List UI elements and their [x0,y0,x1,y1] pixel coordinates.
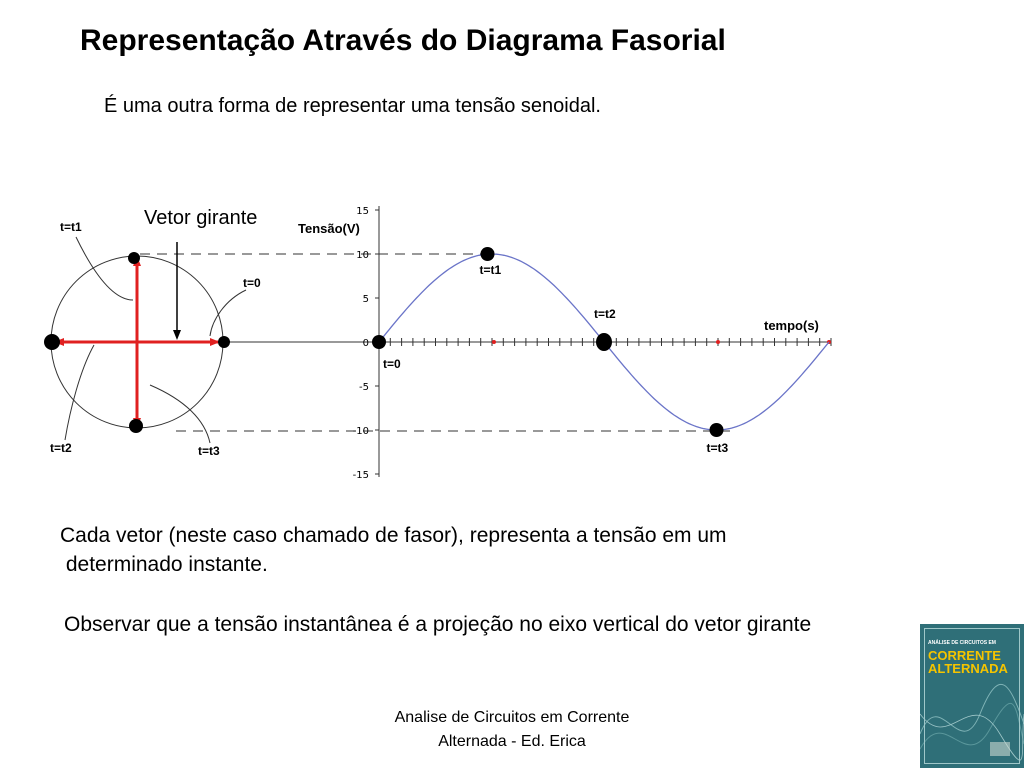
y-tick-label: 15 [356,206,369,217]
book-cover-image [920,624,1024,768]
leader-t0 [210,290,246,336]
x-tick-red-dot [716,340,720,344]
rotating-vector-label: Vetor girante [144,207,258,229]
slide-subtitle: É uma outra forma de representar uma tensão senoidal. [104,95,601,117]
leader-t2 [65,345,94,440]
book-cover-title [928,649,1020,675]
marker-dot-2 [481,247,495,261]
footer-line-1: Analise de Circuitos em Corrente [394,709,630,726]
phasor-label-t1: t=t1 [60,220,82,234]
marker-label: t=t1 [479,263,502,277]
y-tick-label: -5 [359,382,369,393]
leader-t1 [76,237,133,300]
marker-dot-4 [710,423,724,437]
y-tick-label: -10 [352,426,369,437]
phasor-label-t3: t=t3 [198,444,220,458]
book-cover-title-line-1: CORRENTE [928,648,1001,663]
slide-title: Representação Através do Diagrama Fasorial [80,24,726,57]
rotating-vector-pointer-head [173,330,181,340]
y-tick-label: 5 [362,294,369,305]
footer-source [352,706,672,754]
phasor-dot-top [128,252,140,264]
marker-label: t=t2 [594,307,616,321]
y-tick-label: 0 [362,338,369,349]
voltage-chart [298,206,831,481]
x-tick-red-dot [492,340,496,344]
footer-line-2: Alternada - Ed. Erica [438,733,586,750]
phasor-dot-left [44,334,60,350]
chart-xlabel: tempo(s) [764,318,819,333]
phasor-dot-bottom [129,419,143,433]
marker-dot-3 [596,333,612,351]
leader-t3 [150,385,210,443]
paragraph-phasor-explanation: Cada vetor (neste caso chamado de fasor), representa a tensão em um determinado instante. [60,524,727,576]
marker-label: t=0 [383,357,401,371]
phasor-dot-right [218,336,230,348]
chart-ylabel: Tensão(V) [298,221,360,236]
marker-dot-1 [372,335,386,349]
y-tick-label: -15 [352,470,369,481]
marker-label: t=t3 [706,441,729,455]
book-cover-title-line-2: ALTERNADA [928,661,1008,676]
book-cover-subtitle: ANÁLISE DE CIRCUITOS EM [928,640,996,646]
y-tick-label: 10 [356,250,369,261]
phasor-label-t2: t=t2 [50,441,72,455]
phasor-label-t0: t=0 [243,276,261,290]
paragraph-projection-note: Observar que a tensão instantânea é a projeção no eixo vertical do vetor girante [64,613,812,636]
